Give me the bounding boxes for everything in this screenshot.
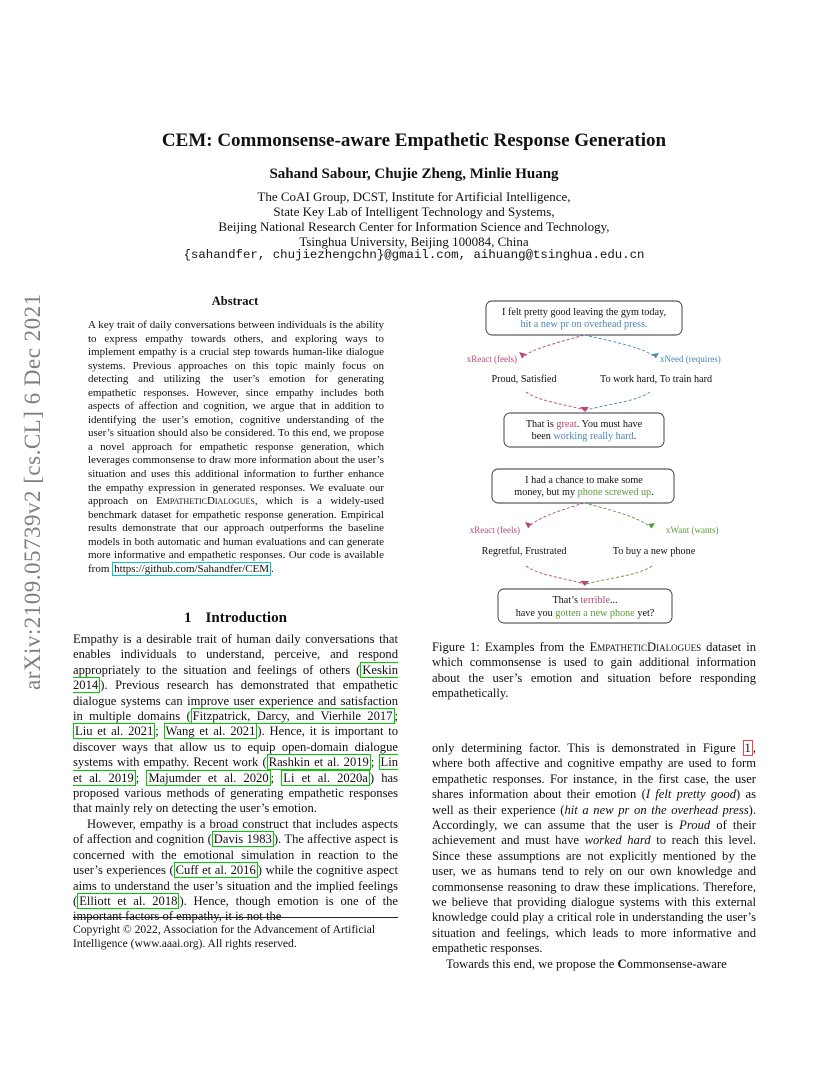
- figure-reference-link[interactable]: 1: [744, 741, 751, 755]
- response-text: That’s terrible...: [552, 595, 618, 606]
- paper-title: CEM: Commonsense-aware Empathetic Response Generation: [161, 130, 667, 151]
- arrowhead: [525, 522, 532, 528]
- utterance-text: I felt pretty good leaving the gym today,: [502, 307, 666, 318]
- footnote-divider: [73, 917, 398, 918]
- paragraph: Empathy is a desirable trait of human daily conversations that enables individuals to understand, perceive, and respond appropriately to the situation and feelings of others ( Keskin 2014 ). Previous research has demonstrated that empathetic dialogue systems can improve user experience and satisfaction in multiple domains ( Fitzpatrick, Darcy, and Vierhile 2017 ; Liu et al. 2021 ; Wang et al. 2021 ). Hence, it is important to discover ways that allow us to equip open-domain dialogue systems with empathy. Recent work ( Rashkin et al. 2019 ; Lin et al. 2019 ; Majumder et al. 2020 ; Li et al. 2020a ) has proposed various methods of generating empathetic responses that mainly rely on detecting the user’s emotion.: [73, 632, 399, 816]
- utterance-text-highlight: hit a new pr on overhead press.: [520, 319, 648, 330]
- citation-link[interactable]: Elliott et al. 2018: [79, 893, 178, 908]
- affiliation-line: Beijing National Research Center for Information Science and Technology,: [218, 219, 610, 234]
- response-text: That is great. You must have: [525, 419, 643, 430]
- inference-text: To buy a new phone: [612, 546, 696, 557]
- arrowhead: [519, 352, 526, 358]
- author-emails: {sahandfer, chujiezhengchn}@gmail.com, aihuang@tsinghua.edu.cn: [183, 248, 645, 262]
- inference-text: Proud, Satisfied: [491, 374, 557, 385]
- abstract-body: A key trait of daily conversations between individuals is the ability to express empathy towards others, and exploring ways to implement empathy is a crucial step towards human-like dialogue systems. Previous approaches on this topic mainly focus on detecting and utilizing the user’s emotion for generating empathetic responses. However, since empathy includes both aspects of affection and cognition, we argue that in addition to identifying the user’s emotion, cognitive understanding of the user’s situation should also be considered. To this end, we propose a novel approach for empathetic response generation, which leverages commonsense to draw more information about the user’s situation and uses this additional information to further enhance the empathy expression in generated responses. We evaluate our approach on EmpatheticDialogues, which is a widely-used benchmark dataset for empathetic response generation. Empirical results demonstrate that our approach outperforms the baseline models in both automatic and human evaluations and can generate more informative and empathetic responses. Our code is available from https://github.com/Sahandfer/CEM .: [88, 319, 384, 575]
- arrow-dashed: [528, 503, 584, 528]
- affiliation-line: The CoAI Group, DCST, Institute for Artificial Intelligence,: [257, 189, 571, 204]
- paragraph: However, empathy is a broad construct that includes aspects of affection and cognition ( Davis 1983 ). The affective aspect is concerned with the emotional simulation in reaction to the user’s experiences ( Cuff et al. 2016 ) while the cognitive aspect aims to understand the user’s situation and the implied feelings ( Elliott et al. 2018 ). Hence, though emotion is one of the important factors of empathy, it is not the: [73, 816, 399, 924]
- section-heading-introduction: 1 Introduction: [184, 610, 287, 626]
- dataset-name: EmpatheticDialogues: [589, 640, 702, 654]
- abstract-heading: Abstract: [211, 294, 259, 308]
- citation-link[interactable]: Rashkin et al. 2019: [268, 755, 369, 770]
- paragraph: Towards this end, we propose the Commonsense-aware: [446, 956, 727, 971]
- dataset-name: EmpatheticDialogues: [156, 495, 255, 508]
- author-list: Sahand Sabour, Chujie Zheng, Minlie Huang: [269, 166, 559, 182]
- inference-text: Regretful, Frustrated: [481, 546, 567, 557]
- figure-caption: Figure 1: Examples from the EmpatheticDialogues dataset in which commonsense is used to gain additional information about the user’s emotion and situation before responding empathetically.: [432, 640, 756, 701]
- code-link[interactable]: https://github.com/Sahandfer/CEM: [114, 562, 270, 575]
- citation-link[interactable]: Fitzpatrick, Darcy, and Vierhile 2017: [192, 709, 393, 724]
- arrow-dashed: [522, 335, 584, 358]
- paragraph: only determining factor. This is demonstrated in Figure 1 , where both affective and cognitive empathy are used to form empathetic responses. For instance, in the first case, the user shares information about their emotion (I felt pretty good) as well as their experience (hit a new pr on the overhead press). Accordingly, we can assume that the user is Proud of their achievement and must have worked hard to reach this level. Since these assumptions are not explicitly mentioned by the user, we as humans tend to rely on our own knowledge and commonsense reasoning to draw these implications. Therefore, we believe that providing dialogue systems with this external knowledge could play a critical role in understanding the user’s situation and feelings, which leads to more informative and empathetic responses.: [432, 741, 757, 956]
- relation-label: xNeed (requires): [660, 354, 721, 364]
- arrow-dashed: [584, 503, 652, 528]
- relation-label: xWant (wants): [666, 525, 719, 535]
- figure-1: [440, 296, 755, 626]
- arrow-dashed: [526, 392, 584, 410]
- citation-link[interactable]: Cuff et al. 2016: [175, 863, 256, 878]
- citation-link[interactable]: Liu et al. 2021: [75, 724, 154, 739]
- relation-label: xReact (feels): [466, 354, 517, 364]
- arrowhead: [648, 523, 655, 528]
- citation-link[interactable]: Davis 1983: [213, 832, 272, 847]
- citation-link[interactable]: Majumder et al. 2020: [148, 770, 269, 785]
- arrow-dashed: [526, 566, 584, 584]
- utterance-text: I had a chance to make some: [525, 475, 643, 486]
- arxiv-sidebar-stamp: arXiv:2109.05739v2 [cs.CL] 6 Dec 2021: [20, 293, 45, 690]
- right-column-text: [432, 741, 756, 972]
- response-text: have you gotten a new phone yet?: [515, 608, 655, 619]
- response-text: been working really hard.: [531, 431, 637, 442]
- left-column-text: [73, 632, 398, 925]
- affiliation-line: State Key Lab of Intelligent Technology and Systems,: [273, 204, 555, 219]
- inference-text: To work hard, To train hard: [599, 374, 713, 385]
- citation-link[interactable]: Lin et al. 2019: [73, 755, 398, 785]
- citation-link[interactable]: Wang et al. 2021: [165, 724, 256, 739]
- citation-link[interactable]: Keskin 2014: [73, 662, 398, 693]
- affiliation-line: Tsinghua University, Beijing 100084, China: [299, 234, 529, 249]
- utterance-text: money, but my phone screwed up.: [514, 487, 654, 498]
- relation-label: xReact (feels): [469, 525, 520, 535]
- arrow-dashed: [587, 566, 652, 584]
- citation-link[interactable]: Li et al. 2020a: [283, 770, 368, 785]
- copyright-footnote: Copyright © 2022, Association for the Advancement of Artificial Intelligence (www.aaai.org). All rights reserved.: [73, 923, 376, 950]
- arrow-dashed: [584, 335, 656, 358]
- arrow-dashed: [587, 392, 650, 410]
